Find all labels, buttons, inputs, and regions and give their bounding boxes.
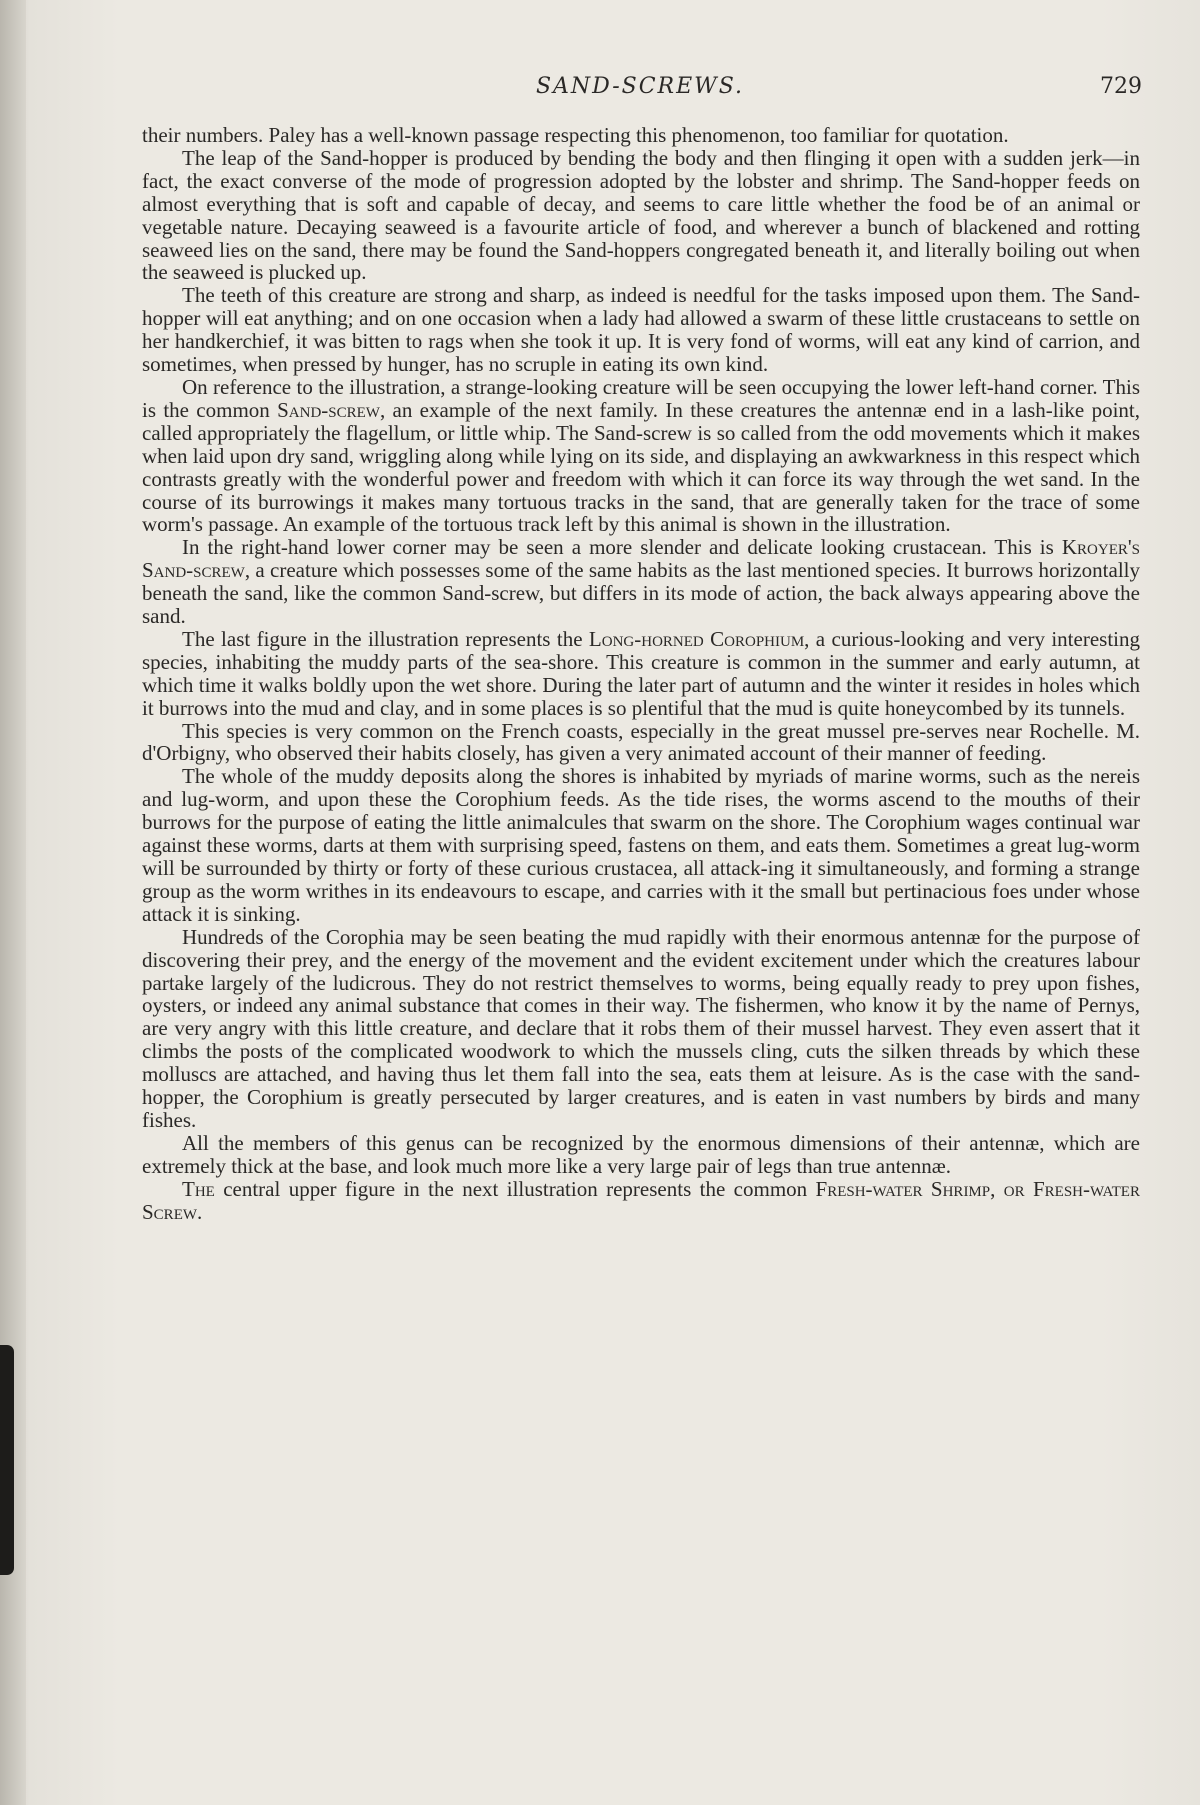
lead-word: The xyxy=(182,1176,215,1201)
paragraph-text: , an example of the next family. In these creatures the antennæ end in a lash-like point, called appropriately the flagellum, or little whip. The Sand-screw is so called from the odd movements which it makes when laid upon dry sand, wriggling along while lying on its side, and displaying an awkwarkness in this respect which contrasts greatly with the wonderful power and freedom with which it can force its way through the wet sand. In the course of its burrowings it makes many tortuous tracks in the sand, that are generally taken for the trace of some worm's passage. An example of the tortuous track left by this animal is shown in the illustration. xyxy=(142,397,1140,537)
paragraph-text: All the members of this genus can be recognized by the enormous dimensions of their antennæ, which are extremely thick at the base, and look much more like a very large pair of legs than true antennæ. xyxy=(142,1130,1140,1178)
species-name: Kroyer's Sand-screw xyxy=(142,535,1140,583)
running-title: SAND-SCREWS. xyxy=(535,74,745,99)
paragraph-text: Hundreds of the Corophia may be seen beating the mud rapidly with their enormous antennæ for the purpose of discovering their prey, and the energy of the movement and the evident excitement under which the creatures labour partake largely of the ludicrous. They do not restrict themselves to worms, being equally ready to prey upon fishes, oysters, or indeed any animal substance that comes in their way. The fishermen, who know it by the name of Pernys, are very angry with this little creature, and declare that it robs them of their mussel harvest. They even assert that it climbs the posts of the complicated woodwork to which the mussels cling, cuts the silken threads by which these molluscs are attached, and having thus let them fall into the sea, eats them at leisure. As is the case with the sand-hopper, the Corophium is greatly persecuted by larger creatures, and is eaten in vast numbers by birds and many fishes. xyxy=(142,924,1140,1132)
binding-shadow xyxy=(0,1345,14,1575)
paragraph-text: This species is very common on the French coasts, especially in the great mussel pre-serves near Rochelle. M. d'Orbigny, who observed their habits closely, has given a very animated account of their manner of feeding. xyxy=(142,718,1140,766)
paragraph-9 xyxy=(142,926,1140,1132)
species-name: Sand-screw xyxy=(277,397,380,422)
paragraph-8 xyxy=(142,765,1140,925)
paragraph-1 xyxy=(142,124,1140,147)
page-header xyxy=(140,74,1140,104)
paragraph-5 xyxy=(142,536,1140,628)
paragraph-2 xyxy=(142,147,1140,284)
paragraph-4 xyxy=(142,376,1140,536)
paragraph-10 xyxy=(142,1132,1140,1178)
paragraph-text: The last figure in the illustration represents the xyxy=(182,626,589,651)
species-name: Fresh-water Shrimp, or Fresh-water Screw xyxy=(142,1176,1140,1224)
paragraph-text: On reference to the illustration, a strange-looking creature will be seen occupying the lower left-hand corner. This is the common xyxy=(142,374,1140,422)
paragraph-6 xyxy=(142,628,1140,720)
paragraph-text: their numbers. Paley has a well-known passage respecting this phenomenon, too familiar for quotation. xyxy=(142,123,1009,147)
paragraph-text: central upper figure in the next illustration represents the common xyxy=(214,1176,816,1201)
paragraph-7 xyxy=(142,720,1140,766)
page-number: 729 xyxy=(1100,74,1142,99)
body-text xyxy=(142,124,1140,1224)
paragraph-text: , a creature which possesses some of the same habits as the last mentioned species. It burrows horizontally beneath the sand, like the common Sand-screw, but differs in its mode of action, the back always appearing above the sand. xyxy=(142,558,1140,629)
paragraph-text: In the right-hand lower corner may be seen a more slender and delicate looking crustacean. This is xyxy=(182,535,1062,560)
paragraph-11 xyxy=(142,1178,1140,1224)
paragraph-text: The whole of the muddy deposits along the shores is inhabited by myriads of marine worms, such as the nereis and lug-worm, and upon these the Corophium feeds. As the tide rises, the worms ascend to the mouths of their burrows for the purpose of eating the little animalcules that swarm on the shore. The Corophium wages continual war against these worms, darts at them with surprising speed, fastens on them, and eats them. Sometimes a great lug-worm will be surrounded by thirty or forty of these curious crustacea, all attack-ing it simultaneously, and forming a strange group as the worm writhes in its endeavours to escape, and carries with it the small but pertinacious foes under whose attack it is sinking. xyxy=(142,764,1140,926)
paragraph-text: , a curious-looking and very interesting species, inhabiting the muddy parts of the sea-shore. This creature is common in the summer and early autumn, at which time it walks boldly upon the wet shore. During the later part of autumn and the winter it resides in holes which it burrows into the mud and clay, and in some places is so plentiful that the mud is quite honeycombed by its tunnels. xyxy=(142,626,1140,720)
paragraph-text: The teeth of this creature are strong and sharp, as indeed is needful for the tasks imposed upon them. The Sand-hopper will eat anything; and on one occasion when a lady had allowed a swarm of these little crustaceans to settle on her handkerchief, it was bitten to rags when she took it up. It is very fond of worms, will eat any kind of carrion, and sometimes, when pressed by hunger, has no scruple in eating its own kind. xyxy=(142,283,1140,377)
paragraph-text: The leap of the Sand-hopper is produced by bending the body and then flinging it open with a sudden jerk—in fact, the exact converse of the mode of progression adopted by the lobster and shrimp. The Sand-hopper feeds on almost everything that is soft and capable of decay, and seems to care little whether the food be of an animal or vegetable nature. Decaying seaweed is a favourite article of food, and wherever a bunch of blackened and rotting seaweed lies on the sand, there may be found the Sand-hoppers congregated beneath it, and literally boiling out when the seaweed is plucked up. xyxy=(142,145,1140,285)
paragraph-text: . xyxy=(197,1199,203,1224)
paragraph-3 xyxy=(142,284,1140,376)
species-name: Long-horned Corophium xyxy=(588,626,805,651)
